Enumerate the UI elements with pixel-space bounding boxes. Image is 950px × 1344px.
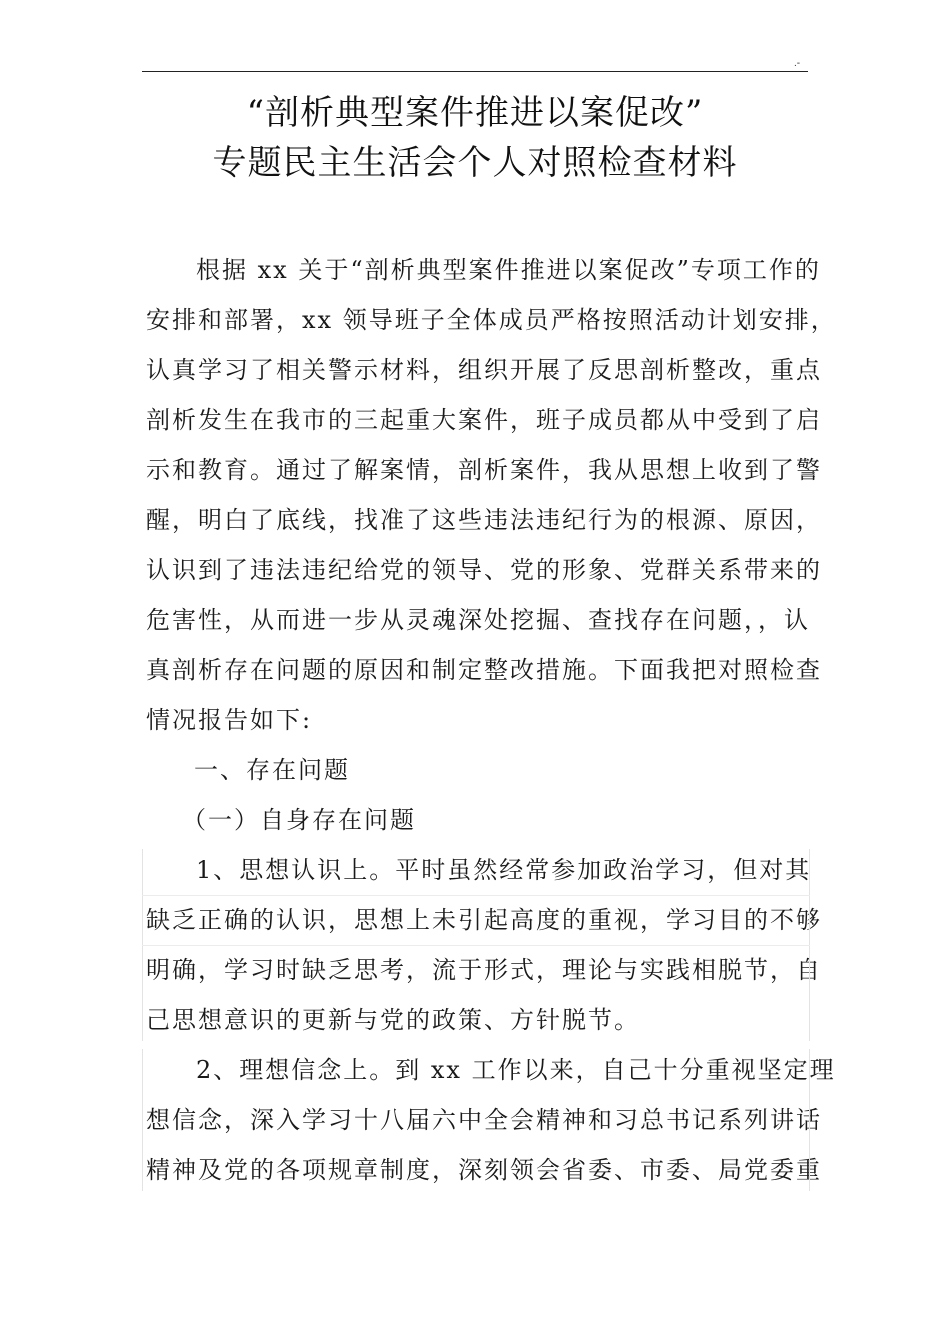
intro-line: 安排和部署，xx 领导班子全体成员严格按照活动计划安排， — [146, 306, 837, 334]
document-title — [142, 88, 808, 188]
title-line-1: “剖析典型案件推进以案促改” — [246, 93, 704, 133]
intro-line: 根据 xx 关于“剖析典型案件推进以案促改”专项工作的 — [196, 256, 821, 284]
subsection-heading: （一）自身存在问题 — [182, 806, 416, 834]
item-2-line: 2、理想信念上。到 xx 工作以来，自己十分重视坚定理 — [196, 1056, 836, 1084]
item-2-paragraph — [146, 1045, 836, 1195]
item-1-line: 1、思想认识上。平时虽然经常参加政治学习，但对其 — [196, 856, 812, 884]
header-rule — [142, 71, 808, 72]
title-line-2: 专题民主生活会个人对照检查材料 — [212, 143, 738, 183]
header-mark: .- — [794, 58, 801, 69]
intro-line: 情况报告如下: — [146, 706, 313, 734]
intro-line: 认真学习了相关警示材料，组织开展了反思剖析整改，重点 — [146, 356, 822, 384]
text-frame-divider — [142, 945, 810, 946]
intro-line: 剖析发生在我市的三起重大案件，班子成员都从中受到了启 — [146, 406, 822, 434]
item-2-line: 精神及党的各项规章制度，深刻领会省委、市委、局党委重 — [146, 1156, 822, 1184]
intro-paragraph — [146, 245, 837, 745]
intro-line: 真剖析存在问题的原因和制定整改措施。下面我把对照检查 — [146, 656, 822, 684]
intro-line: 醒，明白了底线，找准了这些违法违纪行为的根源、原因， — [146, 506, 822, 534]
section-heading: 一、存在问题 — [194, 756, 350, 784]
item-1-paragraph — [146, 845, 822, 1045]
item-1-line: 缺乏正确的认识，思想上未引起高度的重视，学习目的不够 — [146, 906, 822, 934]
document-body — [146, 245, 837, 1195]
item-2-line: 想信念，深入学习十八届六中全会精神和习总书记系列讲话 — [146, 1106, 822, 1134]
text-frame-divider — [142, 895, 810, 896]
intro-line: 认识到了违法违纪给党的领导、党的形象、党群关系带来的 — [146, 556, 822, 584]
intro-line: 示和教育。通过了解案情，剖析案件，我从思想上收到了警 — [146, 456, 822, 484]
item-1-line: 明确，学习时缺乏思考，流于形式，理论与实践相脱节，自 — [146, 956, 822, 984]
intro-line: 危害性，从而进一步从灵魂深处挖掘、查找存在问题，，认 — [146, 606, 810, 634]
item-1-line: 己思想意识的更新与党的政策、方针脱节。 — [146, 1006, 640, 1034]
